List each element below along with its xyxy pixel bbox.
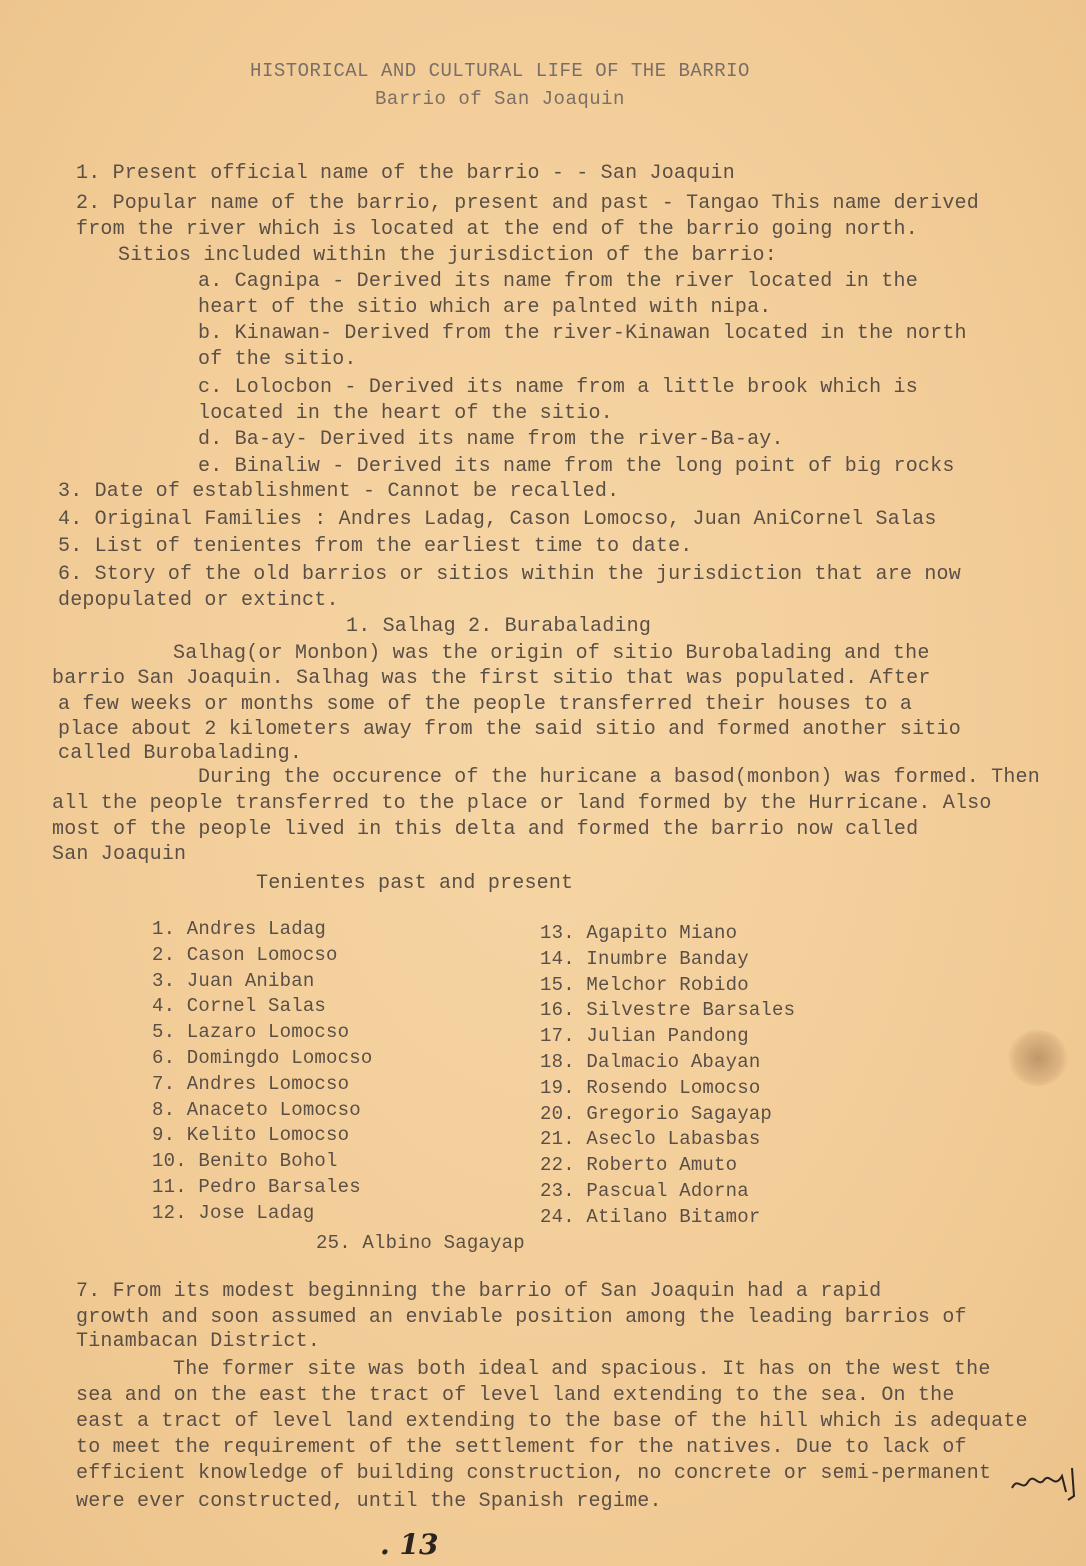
teniente-entry: 24. Atilano Bitamor [540, 1205, 761, 1228]
hurricane-line-1: During the occurence of the huricane a basod(monbon) was formed. Then [198, 766, 1040, 789]
section7-line-9: were ever constructed, until the Spanish regime. [76, 1490, 662, 1513]
story-line-4: place about 2 kilometers away from the said sitio and formed another sitio [58, 718, 961, 741]
document-title: HISTORICAL AND CULTURAL LIFE OF THE BARRIO [250, 60, 750, 82]
hurricane-line-4: San Joaquin [52, 843, 187, 866]
item-6-story: 6. Story of the old barrios or sitios within the jurisdiction that are now [58, 563, 961, 586]
teniente-entry: 2. Cason Lomocso [152, 943, 338, 966]
teniente-entry: 5. Lazaro Lomocso [152, 1021, 350, 1044]
sitio-e: e. Binaliw - Derived its name from the long point of big rocks [198, 455, 955, 478]
teniente-entry: 3. Juan Aniban [152, 969, 315, 992]
sitio-b-continuation: of the sitio. [198, 348, 357, 371]
story-line-1: Salhag(or Monbon) was the origin of sitio Burobalading and the [173, 642, 930, 665]
item-6-continuation: depopulated or extinct. [58, 589, 339, 612]
story-line-5: called Burobalading. [58, 742, 303, 765]
item-3-date: 3. Date of establishment - Cannot be recalled. [58, 480, 620, 503]
item-4-families: 4. Original Families : Andres Ladag, Cason Lomocso, Juan AniCornel Salas [58, 508, 937, 531]
teniente-entry: 7. Andres Lomocso [152, 1072, 350, 1095]
teniente-entry: 8. Anaceto Lomocso [152, 1098, 361, 1121]
teniente-entry: 17. Julian Pandong [540, 1025, 749, 1048]
story-line-2: barrio San Joaquin. Salhag was the first sitio that was populated. After [52, 667, 931, 690]
story-line-3: a few weeks or months some of the people transferred their houses to a [58, 693, 913, 716]
teniente-entry: 9. Kelito Lomocso [152, 1124, 350, 1147]
teniente-entry: 1. Andres Ladag [152, 918, 327, 940]
sitios-heading: Sitios included within the jurisdiction of the barrio: [118, 244, 777, 267]
teniente-25: 25. Albino Sagayap [316, 1232, 525, 1254]
teniente-entry: 20. Gregorio Sagayap [540, 1102, 773, 1125]
sitio-c-continuation: located in the heart of the sitio. [198, 402, 613, 425]
item-2-continuation: from the river which is located at the end of the barrio going north. [76, 218, 918, 241]
teniente-entry: 11. Pedro Barsales [152, 1176, 361, 1198]
page-number: . 13 [380, 1528, 439, 1561]
document-subtitle: Barrio of San Joaquin [375, 88, 625, 110]
teniente-entry: 10. Benito Bohol [152, 1150, 338, 1173]
section7-line-1: 7. From its modest beginning the barrio of San Joaquin had a rapid [76, 1280, 882, 1303]
teniente-entry: 22. Roberto Amuto [540, 1154, 738, 1177]
handwritten-margin-note [1008, 1462, 1086, 1502]
teniente-entry: 4. Cornel Salas [152, 995, 327, 1018]
teniente-entry: 14. Inumbre Banday [540, 947, 749, 970]
teniente-entry: 6. Domingdo Lomocso [152, 1047, 373, 1069]
section7-line-3: Tinambacan District. [76, 1330, 321, 1353]
tenientes-heading: Tenientes past and present [256, 872, 574, 895]
old-sitios-heading: 1. Salhag 2. Burabalading [346, 615, 652, 638]
sitio-a: a. Cagnipa - Derived its name from the river located in the [198, 270, 918, 293]
item-2-popular-name: 2. Popular name of the barrio, present and past - Tangao This name derived [76, 192, 979, 215]
teniente-entry: 18. Dalmacio Abayan [540, 1051, 761, 1073]
teniente-entry: 19. Rosendo Lomocso [540, 1076, 761, 1099]
hurricane-line-3: most of the people lived in this delta and formed the barrio now called [52, 818, 919, 841]
teniente-entry: 13. Agapito Miano [540, 922, 738, 944]
paper-stain [1008, 1030, 1068, 1086]
teniente-entry: 21. Aseclo Labasbas [540, 1128, 761, 1151]
teniente-entry: 15. Melchor Robido [540, 973, 749, 996]
item-5-tenientes-list: 5. List of tenientes from the earliest time to date. [58, 535, 693, 558]
section7-line-6: east a tract of level land extending to the base of the hill which is adequate [76, 1410, 1028, 1433]
item-1-official-name: 1. Present official name of the barrio - - San Joaquin [76, 162, 735, 185]
teniente-entry: 23. Pascual Adorna [540, 1180, 749, 1202]
sitio-b: b. Kinawan- Derived from the river-Kinawan located in the north [198, 322, 967, 345]
section7-line-7: to meet the requirement of the settlement for the natives. Due to lack of [76, 1436, 967, 1459]
section7-line-4: The former site was both ideal and spacious. It has on the west the [173, 1358, 991, 1381]
sitio-a-continuation: heart of the sitio which are palnted with nipa. [198, 296, 772, 319]
section7-line-5: sea and on the east the tract of level land extending to the sea. On the [76, 1384, 955, 1407]
sitio-d: d. Ba-ay- Derived its name from the river-Ba-ay. [198, 428, 784, 451]
section7-line-2: growth and soon assumed an enviable position among the leading barrios of [76, 1306, 967, 1329]
hurricane-line-2: all the people transferred to the place or land formed by the Hurricane. Also [52, 792, 992, 815]
sitio-c: c. Lolocbon - Derived its name from a little brook which is [198, 376, 918, 399]
teniente-entry: 16. Silvestre Barsales [540, 999, 796, 1022]
teniente-entry: 12. Jose Ladag [152, 1201, 315, 1224]
section7-line-8: efficient knowledge of building construction, no concrete or semi-permanent [76, 1462, 992, 1485]
